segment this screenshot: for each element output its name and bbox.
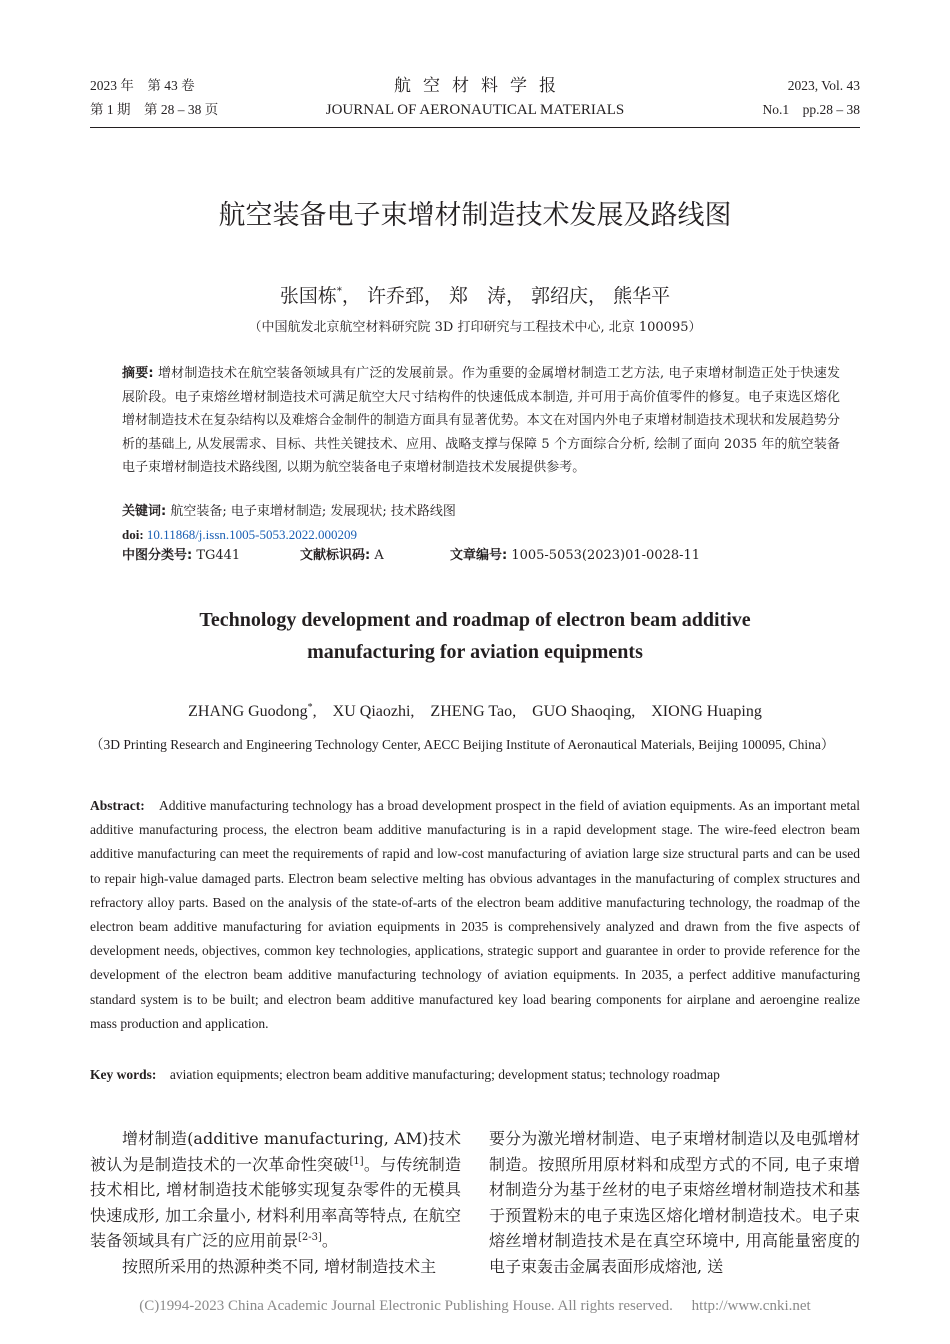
header-center [90,74,860,122]
clc-value: TG441 [192,548,241,563]
keywords-en-label: Key words: [90,1067,157,1082]
title-cn: 航空装备电子束增材制造技术发展及路线图 [218,200,732,231]
body-paragraph: 要分为激光增材制造、电子束增材制造以及电弧增材制造。按照所用原材料和成型方式的不同, 电子束增材制造分为基于丝材的电子束熔丝增材制造技术和基于预置粉末的电子束选区熔化增材制造技术。电子束熔丝增材制造技术是在真空环境中, 用高能量密度的电子束轰击金属表面形成熔池, 送 [489,1129,860,1276]
header-year-vol-en: 2023, Vol. 43 [787,78,860,93]
keywords-en [90,1064,860,1086]
doi-link[interactable]: 10.11868/j.issn.1005-5053.2022.000209 [146,527,357,542]
body-text: 。 [321,1231,338,1250]
copyright-footer: (C)1994-2023 China Academic Journal Electronic Publishing House. All rights reserved. http://www.cnki.net [139,1298,811,1314]
affiliation-en: （3D Printing Research and Engineering Technology Center, AECC Beijing Institute of Aeronautical Materials, Beijing 100095, China） [90,737,835,752]
abstract-cn-label: 摘要: [122,366,154,381]
authors-en [0,700,950,724]
article-number [450,546,700,566]
body-text: 。与传统制造技术相比, 增材制造技术能够实现复杂零件的无模具快速成形, 加工余量小, 材料利用率高等特点, 在航空装备领域具有广泛的应用前景 [90,1154,461,1250]
journal-name-cn: 航空材料学报 [394,76,568,96]
author-cn-first: 张国栋 [279,285,337,307]
keywords-cn-text: 航空装备; 电子束增材制造; 发展现状; 技术路线图 [166,504,456,519]
keywords-cn [122,502,840,522]
abstract-en-label: Abstract: [90,798,145,813]
header-issue-pages: 第 1 期 第 28 – 38 页 [90,102,219,117]
body-text: 增材制造(additive manufacturing, AM)技术被认为是制造技术的一次革命性突破 [90,1129,461,1174]
doc-code [300,546,450,566]
citation-ref[interactable]: [2-3] [298,1232,322,1243]
doi-line [122,525,357,545]
clc-number [122,546,300,566]
title-en [0,604,950,668]
classification-line [122,546,840,566]
header-no-pages-en: No.1 pp.28 – 38 [762,102,860,117]
abstract-cn [122,362,840,480]
corresponding-mark-cn: * [336,286,342,297]
abstract-en [90,794,860,1036]
header-rule [90,127,860,128]
citation-ref[interactable]: [1] [349,1155,364,1167]
authors-en-rest: , XU Qiaozhi, ZHENG Tao, GUO Shaoqing, XIONG Huaping [312,703,762,720]
title-en-line2: manufacturing for aviation equipments [307,641,643,663]
clc-label: 中图分类号: [122,548,193,563]
doi-label: doi: [122,527,144,542]
header-year-volume: 2023 年 第 43 卷 [90,78,195,93]
doc-value: A [370,548,384,563]
journal-name-en: JOURNAL OF AERONAUTICAL MATERIALS [325,102,625,118]
authors-cn-rest: ， 许乔郅， 郑 涛， 郭绍庆， 熊华平 [341,285,671,307]
keywords-en-text: aviation equipments; electron beam additive manufacturing; development status; technology roadmap [156,1067,720,1082]
abstract-en-text: Additive manufacturing technology has a broad development prospect in the field of aviation equipments. As an important metal additive manufacturing process, the electron beam additive manufacturing is in a rapid development stage. The wire-feed electron beam additive manufacturing can meet the requirements of rapid and low-cost manufacturing of aviation large size structural parts and can be used to repair high-value damaged parts. Electron beam selective melting has obvious advantages in the manufacturing of complex structures and refractory alloy parts. Based on the analysis of the state-of-arts of the electron beam additive manufacturing technology, the roadmap of the electron beam additive manufacturing for aviation equipments in 2035 is comprehensively analyzed and drawn from the five aspects of development needs, objectives, common key technologies, applications, strategic support and guarantee in order to provide reference for the development of the electron beam additive manufacturing technology of aviation equipments. In 2035, a perfect additive manufacturing standard system is to be built; and electron beam additive manufactured key load bearing components for airplane and aeroengine realize mass production and application. [90,798,860,1031]
corresponding-mark-en: * [307,702,313,713]
affiliation-cn: （中国航发北京航空材料研究院 3D 打印研究与工程技术中心, 北京 100095） [248,320,702,335]
title-en-line1: Technology development and roadmap of electron beam additive [199,609,751,631]
body-paragraph: 按照所采用的热源种类不同, 增材制造技术主 [122,1256,437,1276]
author-en-first: ZHANG Guodong [188,703,308,720]
body-paragraph [90,1126,461,1254]
body-column-left [90,1126,461,1279]
keywords-cn-label: 关键词: [122,504,167,519]
abstract-cn-text: 增材制造技术在航空装备领域具有广泛的发展前景。作为重要的金属增材制造工艺方法, 电子束增材制造正处于快速发展阶段。电子束熔丝增材制造技术可满足航空大尺寸结构件的快速低成本制造, 并可用于高价值零件的修复。电子束选区熔化增材制造技术在复杂结构以及难熔合金制件的制造方面具有显著优势。本文在对国内外电子束增材制造技术现状和发展趋势分析的基础上, 从发展需求、目标、共性关键技术、应用、战略支撑与保障 5 个方面综合分析, 绘制了面向 2035 年的航空装备电子束增材制造技术路线图, 以期为航空装备电子束增材制造技术发展提供参考。 [122,366,840,475]
running-header [90,74,860,124]
body-column-right [489,1126,860,1279]
article-label: 文章编号: [450,548,508,563]
authors-cn [0,282,950,310]
article-value: 1005-5053(2023)01-0028-11 [507,548,701,563]
header-right [763,74,861,122]
doc-label: 文献标识码: [300,548,371,563]
